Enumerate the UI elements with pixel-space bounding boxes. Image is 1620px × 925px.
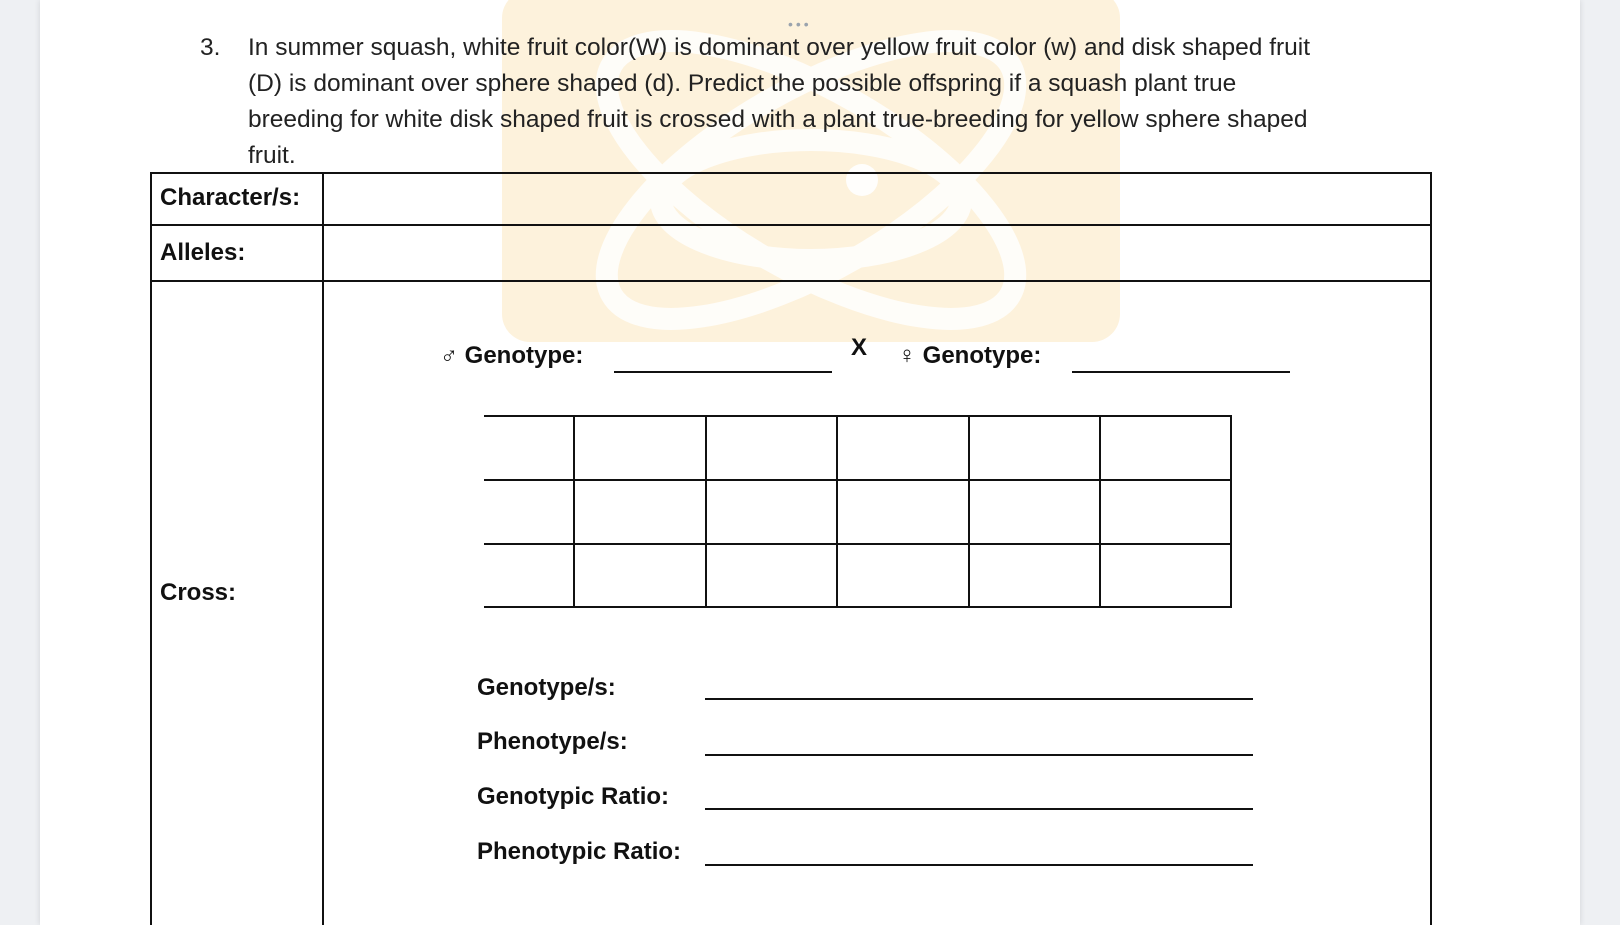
alleles-label: Alleles:: [160, 239, 246, 266]
more-options-icon[interactable]: •••: [788, 16, 812, 32]
worksheet-page: [40, 0, 1580, 925]
table-column-divider: [322, 174, 324, 925]
question-number: 3.: [200, 34, 221, 61]
question-line: (D) is dominant over sphere shaped (d). Predict the possible offspring if a squash plant true: [248, 70, 1237, 97]
alleles-answer-field[interactable]: [324, 226, 1430, 278]
genotypic-ratio-label: Genotypic Ratio:: [477, 783, 670, 810]
character-answer-field[interactable]: [324, 174, 1430, 222]
table-row-divider: [152, 280, 1430, 282]
genotypic-ratio-blank[interactable]: [705, 808, 1253, 810]
phenotypic-ratio-label: Phenotypic Ratio:: [477, 838, 682, 865]
phenotypic-ratio-blank[interactable]: [705, 864, 1253, 866]
male-genotype-label: ♂ Genotype:: [440, 342, 584, 369]
female-genotype-label: ♀ Genotype:: [898, 342, 1042, 369]
cross-label: Cross:: [160, 579, 237, 606]
male-genotype-blank[interactable]: [614, 371, 832, 373]
genotypes-blank[interactable]: [705, 698, 1253, 700]
question-line: fruit.: [248, 142, 296, 169]
question-line: In summer squash, white fruit color(W) is dominant over yellow fruit color (w) and disk shaped fruit: [248, 34, 1311, 61]
genotypes-label: Genotype/s:: [477, 674, 616, 701]
question-line: breeding for white disk shaped fruit is crossed with a plant true-breeding for yellow sphere shaped: [248, 106, 1308, 133]
question-text: [248, 30, 1448, 174]
punnett-square[interactable]: [484, 414, 1236, 610]
female-genotype-blank[interactable]: [1072, 371, 1290, 373]
genetics-table: [150, 172, 1432, 925]
cross-symbol: X: [851, 334, 868, 361]
character-label: Character/s:: [160, 184, 301, 211]
phenotypes-blank[interactable]: [705, 754, 1253, 756]
phenotypes-label: Phenotype/s:: [477, 728, 628, 755]
